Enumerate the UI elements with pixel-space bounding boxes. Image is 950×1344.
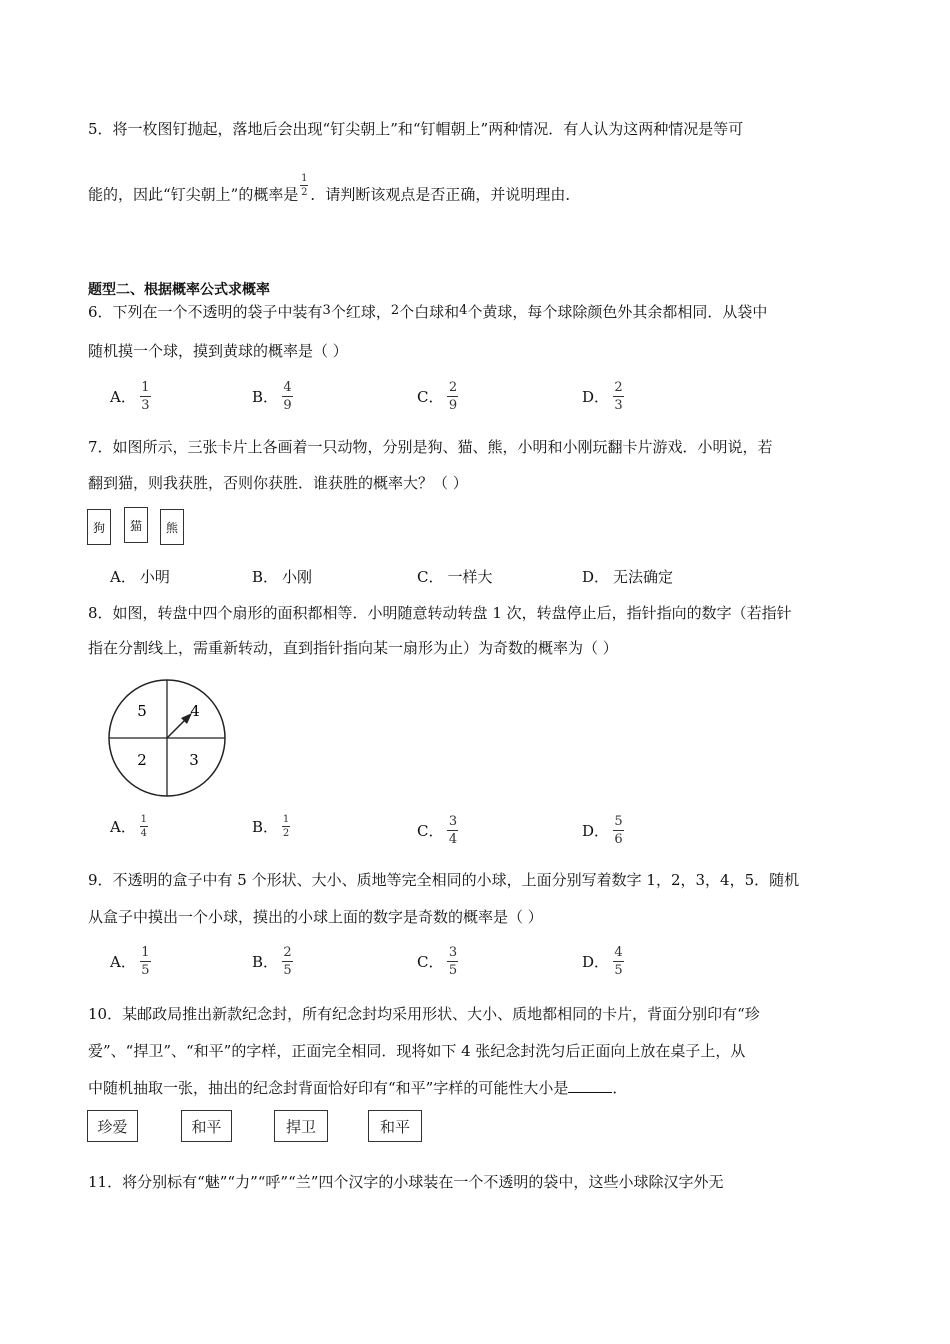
q8-line1: 8．如图，转盘中四个扇形的面积都相等．小明随意转动转盘 1 次，转盘停止后，指针指向的数字（若指针 <box>88 604 792 622</box>
q10-line2: 爱”、“捍卫”、“和平”的字样，正面完全相同．现将如下 4 张纪念封洗匀后正面向上放在桌子上，从 <box>88 1042 746 1060</box>
q8-option-d[interactable]: D． $\frac{5}{6}$ <box>582 814 623 847</box>
q5-fraction: $\frac{1}{2}$ <box>301 173 308 198</box>
q11-line1: 11．将分别标有“魅”“力”“呼”“兰”四个汉字的小球装在一个不透明的袋中，这些小球除汉字外无 <box>88 1173 724 1191</box>
stamp-card-1: 珍爱 <box>87 1110 138 1142</box>
q7-line2: 翻到猫，则我获胜，否则你获胜．谁获胜的概率大？（ ） <box>88 474 468 492</box>
q5-line2-pre: 能的，因此“钉尖朝上”的概率是 <box>88 185 299 204</box>
wheel-label-3: 3 <box>189 751 199 769</box>
answer-blank[interactable] <box>568 1078 612 1093</box>
stamp-card-3: 捍卫 <box>274 1110 328 1142</box>
q5-line2-post: ．请判断该观点是否正确，并说明理由． <box>310 185 581 204</box>
section-heading: 题型二、根据概率公式求概率 <box>88 282 270 298</box>
stamp-card-2: 和平 <box>181 1110 232 1142</box>
q9-option-a[interactable]: A． $\frac{1}{5}$ <box>110 945 150 978</box>
q8-option-a[interactable]: A． $\frac{1}{4}$ <box>110 814 148 839</box>
q8-option-c[interactable]: C． $\frac{3}{4}$ <box>417 814 458 847</box>
animal-card-dog: 狗 <box>87 509 111 545</box>
q9-option-d[interactable]: D． $\frac{4}{5}$ <box>582 945 623 978</box>
q6-line1: 6．下列在一个不透明的袋子中装有3个红球，2个白球和4个黄球，每个球除颜色外其余都相同．从袋中 <box>88 303 768 321</box>
q7-option-b[interactable]: B． 小刚 <box>252 568 313 586</box>
q10-line3: 中随机抽取一张，抽出的纪念封背面恰好印有“和平”字样的可能性大小是 ． <box>88 1079 628 1097</box>
wheel-label-2: 2 <box>137 751 147 769</box>
q9-option-b[interactable]: B． $\frac{2}{5}$ <box>252 945 292 978</box>
q6-option-c[interactable]: C． $\frac{2}{9}$ <box>417 380 458 413</box>
q6-option-b[interactable]: B． $\frac{4}{9}$ <box>252 380 292 413</box>
q8-line2: 指在分割线上，需重新转动，直到指针指向某一扇形为止）为奇数的概率为（ ） <box>88 639 618 657</box>
q6-option-a[interactable]: A． $\frac{1}{3}$ <box>110 380 150 413</box>
q9-line1: 9．不透明的盒子中有 5 个形状、大小、质地等完全相同的小球，上面分别写着数字 1，2，3，4，5．随机 <box>88 871 800 889</box>
q10-line1: 10．某邮政局推出新款纪念封，所有纪念封均采用形状、大小、质地都相同的卡片，背面分别印有“珍 <box>88 1005 760 1023</box>
stamp-card-4: 和平 <box>368 1110 422 1142</box>
q7-option-c[interactable]: C． 一样大 <box>417 568 493 586</box>
q7-line1: 7．如图所示，三张卡片上各画着一只动物，分别是狗、猫、熊，小明和小刚玩翻卡片游戏．小明说，若 <box>88 438 773 456</box>
q9-line2: 从盒子中摸出一个小球，摸出的小球上面的数字是奇数的概率是（ ） <box>88 908 543 926</box>
animal-card-cat: 猫 <box>124 507 148 543</box>
q7-option-a[interactable]: A． 小明 <box>110 568 170 586</box>
q5-line2 <box>88 173 581 208</box>
q7-option-d[interactable]: D． 无法确定 <box>582 568 674 586</box>
q6-line2: 随机摸一个球，摸到黄球的概率是（ ） <box>88 342 348 360</box>
q8-option-b[interactable]: B． $\frac{1}{2}$ <box>252 814 290 839</box>
spinner-wheel <box>106 677 228 799</box>
wheel-label-4: 4 <box>190 702 200 720</box>
q5-line1: 5．将一枚图钉抛起，落地后会出现“钉尖朝上”和“钉帽朝上”两种情况．有人认为这两种情况是等可 <box>88 120 744 138</box>
q6-option-d[interactable]: D． $\frac{2}{3}$ <box>582 380 623 413</box>
animal-card-bear: 熊 <box>160 509 184 545</box>
wheel-label-5: 5 <box>137 702 147 720</box>
q9-option-c[interactable]: C． $\frac{3}{5}$ <box>417 945 458 978</box>
